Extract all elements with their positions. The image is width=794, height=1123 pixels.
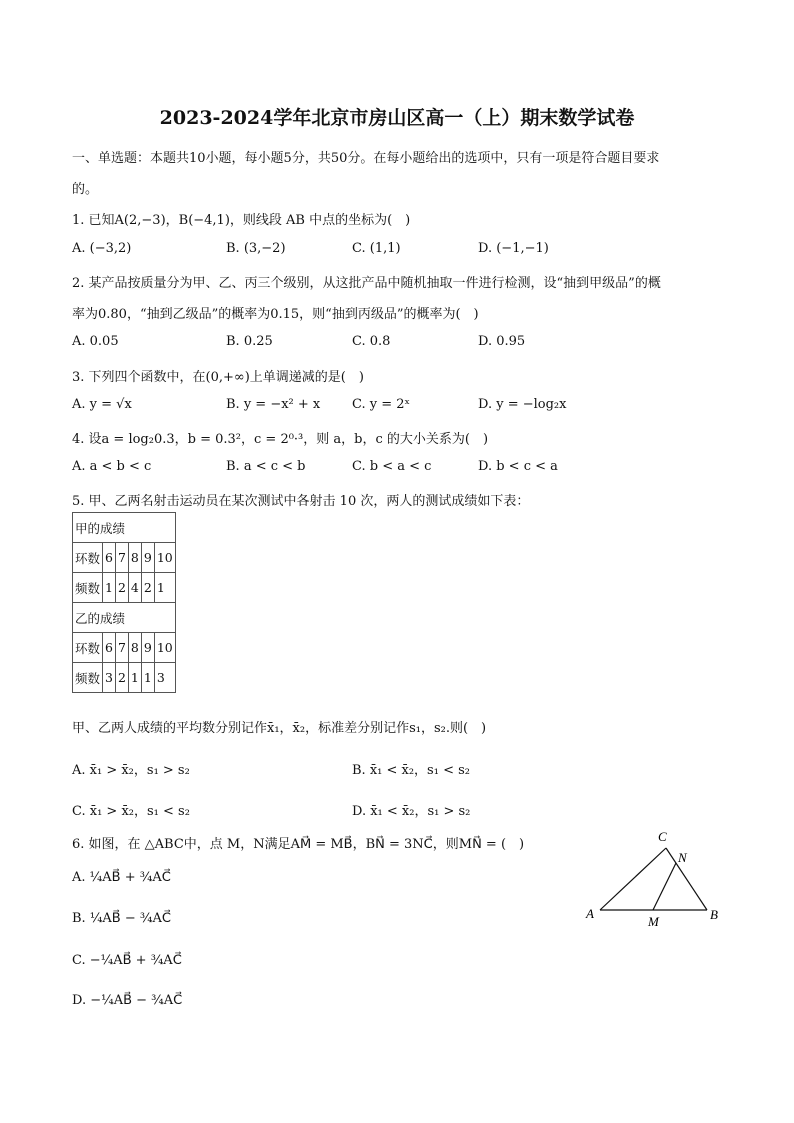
q4-option-a: A. a < b < c xyxy=(72,459,152,474)
q2-stem: 2. 某产品按质量分为甲、乙、丙三个级别，从这批产品中随机抽取一件进行检测，设“抽到甲级品”的概 xyxy=(72,276,661,291)
section-header: 一、单选题：本题共10小题，每小题5分，共50分。在每小题给出的选项中，只有一项是符合题目要求 xyxy=(72,151,660,166)
table-cell: 1 xyxy=(141,663,154,693)
q3-option-b: B. y = −x² + x xyxy=(226,397,321,412)
q2-stem-cont: 率为0.80，“抽到乙级品”的概率为0.15，则“抽到丙级品”的概率为( ) xyxy=(72,307,479,322)
table-cell: 9 xyxy=(141,543,154,573)
q6-stem: 6. 如图，在 △ABC中，点 M，N满足AM⃗ = MB⃗，BN⃗ = 3NC⃗，则MN⃗ = ( ) xyxy=(72,837,525,852)
table-cell: 7 xyxy=(115,543,128,573)
page-title: 2023-2024学年北京市房山区高一（上）期末数学试卷 xyxy=(159,107,635,129)
label-m: M xyxy=(648,914,659,929)
q5-stem: 5. 甲、乙两名射击运动员在某次测试中各射击 10 次，两人的测试成绩如下表： xyxy=(72,494,530,509)
table-cell: 4 xyxy=(128,573,141,603)
q3-option-d: D. y = −log₂x xyxy=(478,397,567,412)
table-cell: 10 xyxy=(154,633,175,663)
table-cell: 2 xyxy=(141,573,154,603)
q3-stem: 3. 下列四个函数中，在(0,+∞)上单调递减的是( ) xyxy=(72,370,364,385)
table-cell: 3 xyxy=(103,663,116,693)
q5-option-b: B. x̄₁ < x̄₂，s₁ < s₂ xyxy=(352,763,470,778)
q2-option-a: A. 0.05 xyxy=(72,334,119,349)
table-cell: 9 xyxy=(141,633,154,663)
q4-option-d: D. b < c < a xyxy=(478,459,558,474)
label-n: N xyxy=(678,850,687,865)
table-cell: 6 xyxy=(103,633,116,663)
table-cell: 8 xyxy=(128,543,141,573)
segment-mn xyxy=(653,863,676,910)
table-cell: 6 xyxy=(103,543,116,573)
q1-option-a: A. (−3,2) xyxy=(72,241,132,256)
table-cell: 2 xyxy=(115,663,128,693)
section-header-cont: 的。 xyxy=(72,182,99,197)
q5-option-d: D. x̄₁ < x̄₂，s₁ > s₂ xyxy=(352,804,471,819)
q1-option-d: D. (−1,−1) xyxy=(478,241,549,256)
q5-option-a: A. x̄₁ > x̄₂，s₁ > s₂ xyxy=(72,763,190,778)
table-title: 甲的成绩 xyxy=(73,513,176,543)
table-cell: 1 xyxy=(154,573,175,603)
q6-option-c: C. −¼AB⃗ + ¾AC⃗ xyxy=(72,953,182,968)
q6-option-d: D. −¼AB⃗ − ¾AC⃗ xyxy=(72,993,183,1008)
q1-option-b: B. (3,−2) xyxy=(226,241,286,256)
q3-option-c: C. y = 2ˣ xyxy=(352,397,411,412)
table-cell: 3 xyxy=(154,663,175,693)
triangle-figure xyxy=(580,822,730,932)
table-row-label: 频数 xyxy=(73,663,103,693)
q6-option-b: B. ¼AB⃗ − ¾AC⃗ xyxy=(72,911,171,926)
table-cell: 1 xyxy=(128,663,141,693)
segment-ac xyxy=(600,848,666,910)
q1-stem: 1. 已知A(2,−3)，B(−4,1)，则线段 AB 中点的坐标为( ) xyxy=(72,213,411,228)
table-cell: 1 xyxy=(103,573,116,603)
label-c: C xyxy=(658,829,667,844)
q4-stem: 4. 设a = log₂0.3，b = 0.3²，c = 2⁰·³，则 a，b，c 的大小关系为( ) xyxy=(72,432,489,447)
table-row-label: 环数 xyxy=(73,633,103,663)
q5-option-c: C. x̄₁ > x̄₂，s₁ < s₂ xyxy=(72,804,190,819)
q4-option-b: B. a < c < b xyxy=(226,459,306,474)
table-cell: 2 xyxy=(115,573,128,603)
table-title: 乙的成绩 xyxy=(73,603,176,633)
label-a: A xyxy=(586,906,594,921)
score-table-jia xyxy=(72,512,176,693)
q6-option-a: A. ¼AB⃗ + ¾AC⃗ xyxy=(72,870,171,885)
q2-option-d: D. 0.95 xyxy=(478,334,526,349)
table-row-label: 环数 xyxy=(73,543,103,573)
q2-option-c: C. 0.8 xyxy=(352,334,391,349)
table-cell: 8 xyxy=(128,633,141,663)
q4-option-c: C. b < a < c xyxy=(352,459,432,474)
label-b: B xyxy=(710,907,718,922)
table-row-label: 频数 xyxy=(73,573,103,603)
table-cell: 10 xyxy=(154,543,175,573)
table-cell: 7 xyxy=(115,633,128,663)
q5-followup: 甲、乙两人成绩的平均数分别记作x̄₁，x̄₂，标准差分别记作s₁，s₂.则( ) xyxy=(72,721,487,736)
q1-option-c: C. (1,1) xyxy=(352,241,401,256)
q2-option-b: B. 0.25 xyxy=(226,334,273,349)
q3-option-a: A. y = √x xyxy=(72,397,132,412)
